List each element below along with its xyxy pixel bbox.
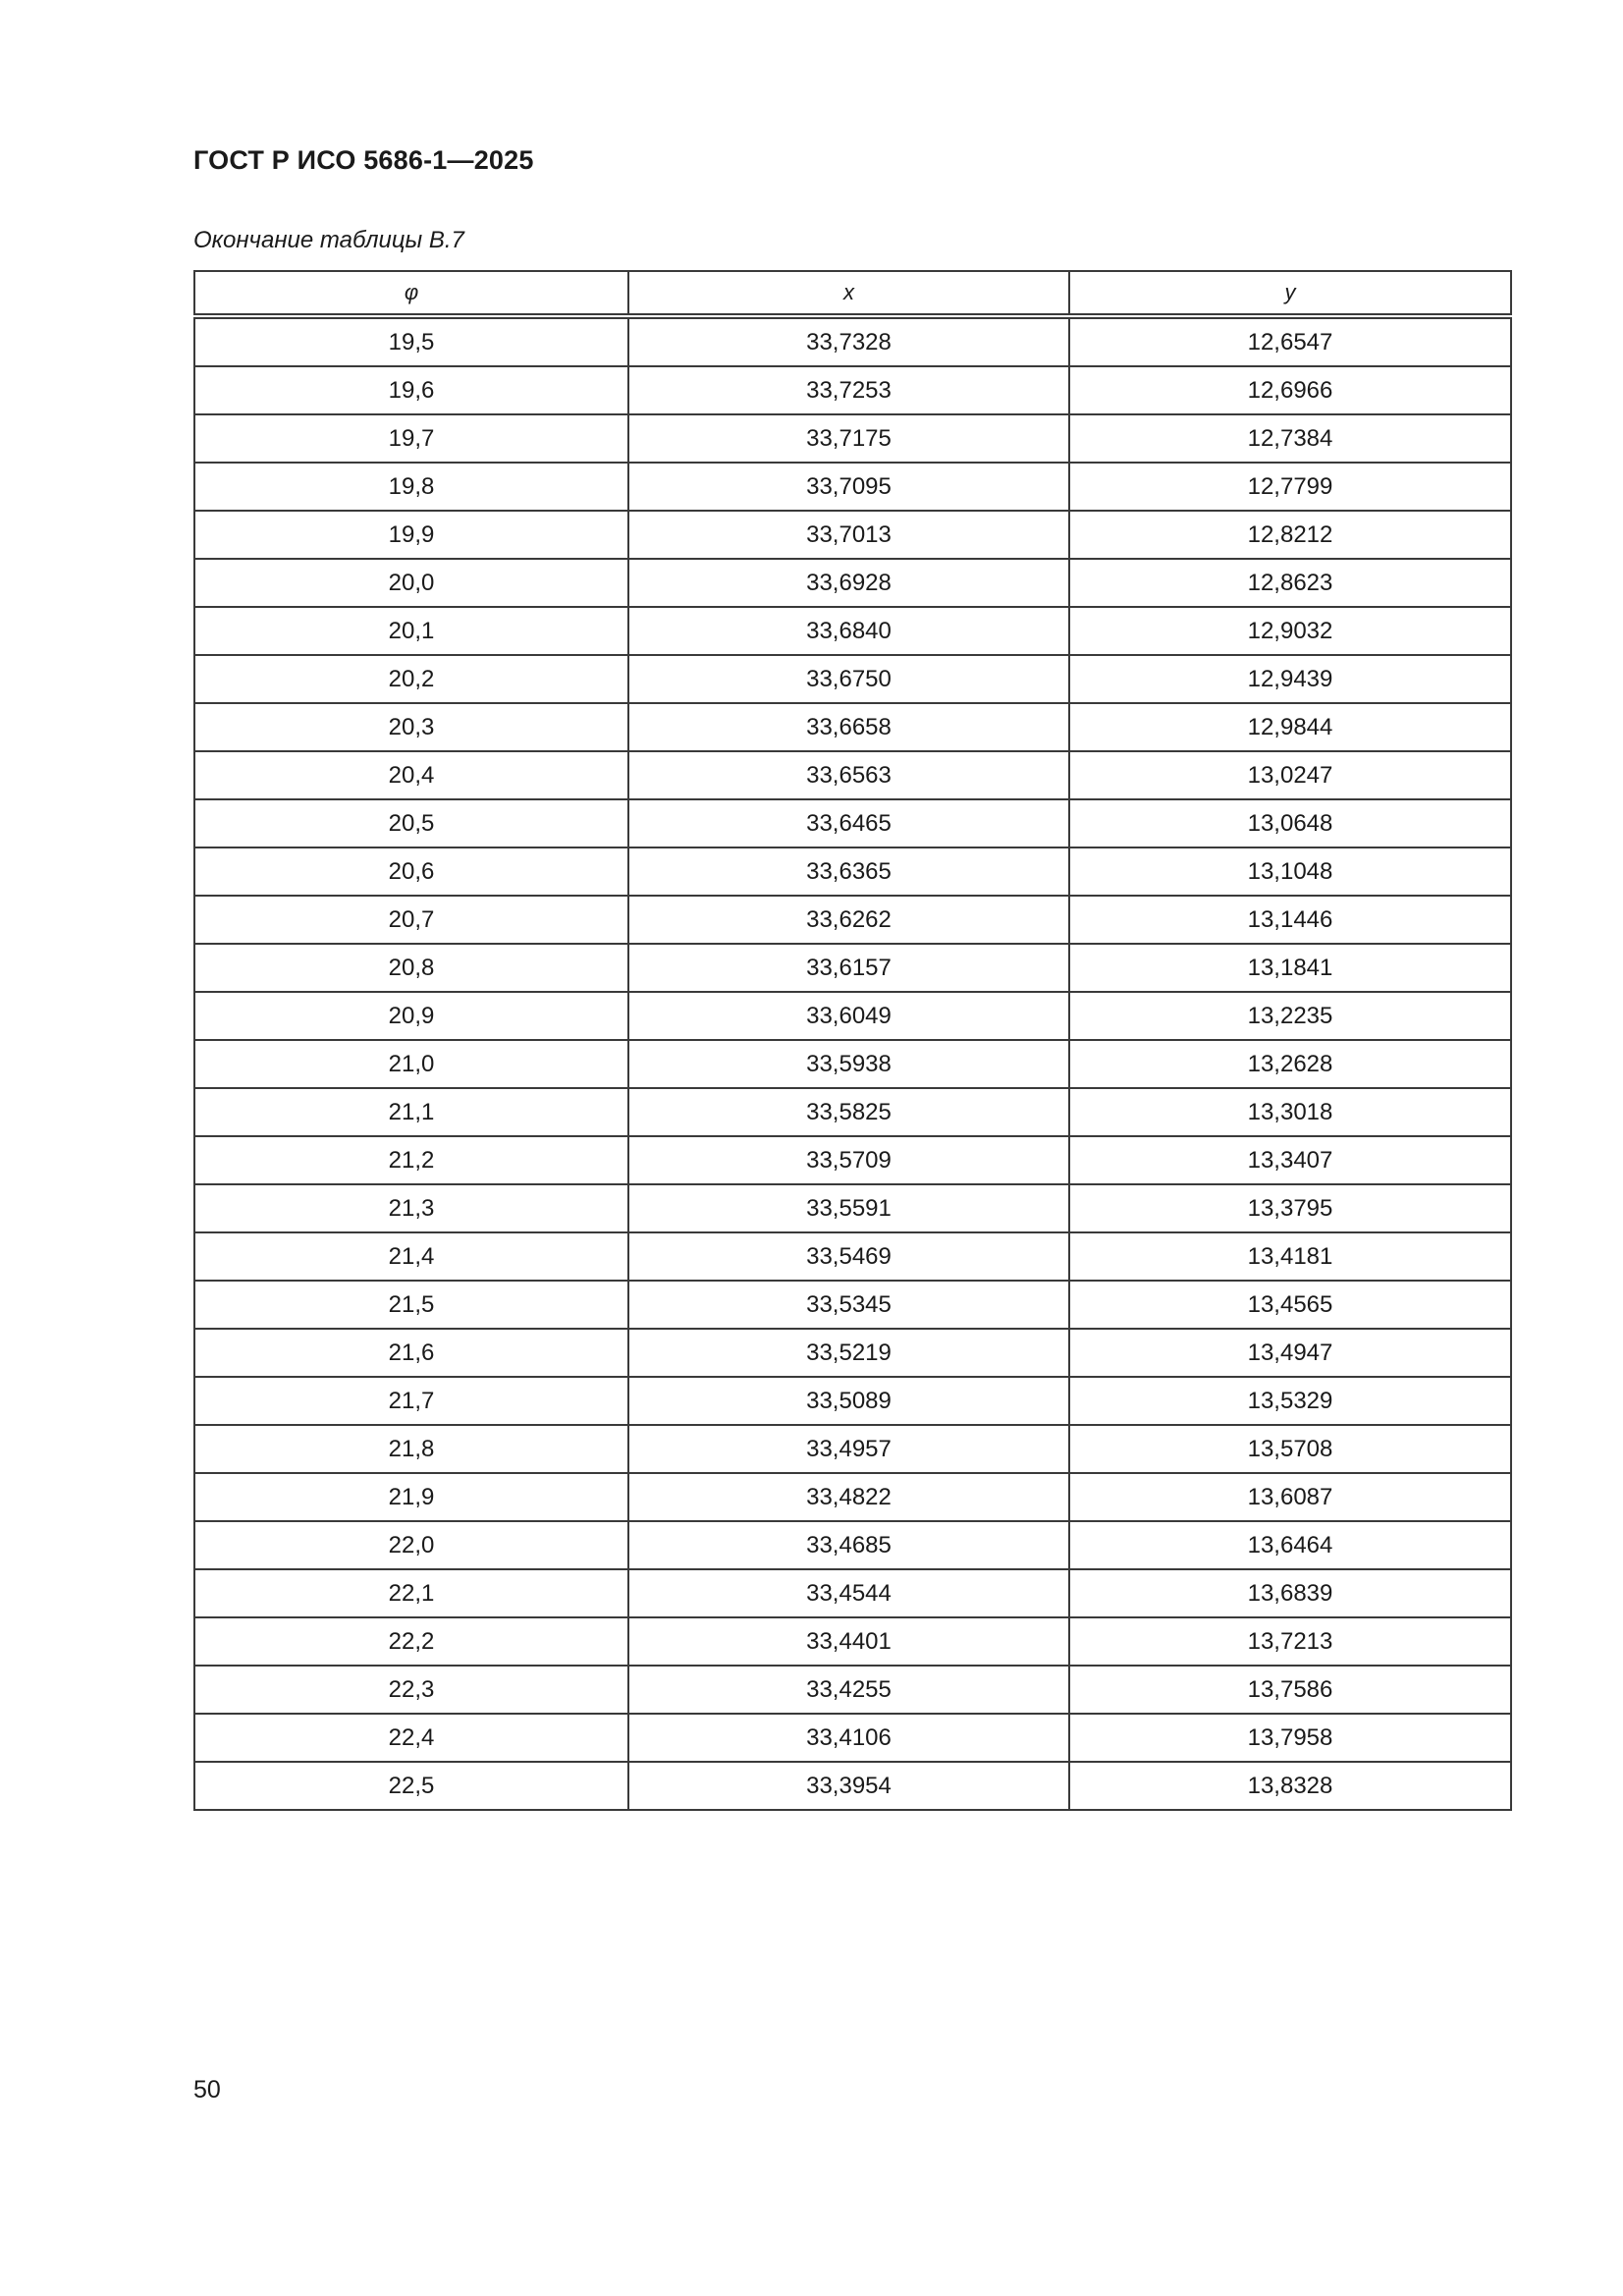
cell-y: 13,6839 (1069, 1569, 1511, 1617)
cell-phi: 19,5 (194, 316, 628, 366)
cell-phi: 19,7 (194, 414, 628, 463)
table-row (194, 511, 1511, 559)
cell-y: 13,7213 (1069, 1617, 1511, 1666)
cell-x: 33,6928 (628, 559, 1069, 607)
cell-phi: 19,6 (194, 366, 628, 414)
column-header-phi: φ (194, 271, 628, 316)
cell-y: 13,1446 (1069, 896, 1511, 944)
table-row (194, 1714, 1511, 1762)
cell-phi: 21,6 (194, 1329, 628, 1377)
cell-phi: 21,1 (194, 1088, 628, 1136)
cell-x: 33,3954 (628, 1762, 1069, 1810)
cell-phi: 21,3 (194, 1184, 628, 1232)
cell-y: 13,1841 (1069, 944, 1511, 992)
document-title: ГОСТ Р ИСО 5686-1—2025 (193, 145, 534, 175)
cell-y: 12,8212 (1069, 511, 1511, 559)
cell-phi: 21,8 (194, 1425, 628, 1473)
cell-x: 33,5345 (628, 1281, 1069, 1329)
cell-y: 13,0247 (1069, 751, 1511, 799)
table-row (194, 1184, 1511, 1232)
cell-phi: 21,7 (194, 1377, 628, 1425)
table-body (194, 316, 1511, 1810)
column-header-x: x (628, 271, 1069, 316)
cell-x: 33,5089 (628, 1377, 1069, 1425)
cell-x: 33,7175 (628, 414, 1069, 463)
data-table (193, 270, 1512, 1811)
table-row (194, 1040, 1511, 1088)
cell-x: 33,6658 (628, 703, 1069, 751)
table-row (194, 1281, 1511, 1329)
table-row (194, 944, 1511, 992)
cell-x: 33,5591 (628, 1184, 1069, 1232)
cell-y: 12,9439 (1069, 655, 1511, 703)
page-number: 50 (193, 2076, 221, 2104)
cell-y: 12,7384 (1069, 414, 1511, 463)
table-row (194, 896, 1511, 944)
cell-x: 33,4106 (628, 1714, 1069, 1762)
table-row (194, 1088, 1511, 1136)
cell-y: 13,4565 (1069, 1281, 1511, 1329)
cell-x: 33,5709 (628, 1136, 1069, 1184)
cell-phi: 21,4 (194, 1232, 628, 1281)
cell-x: 33,5219 (628, 1329, 1069, 1377)
cell-x: 33,6262 (628, 896, 1069, 944)
table-row (194, 559, 1511, 607)
cell-phi: 20,0 (194, 559, 628, 607)
cell-y: 13,7958 (1069, 1714, 1511, 1762)
table-row (194, 414, 1511, 463)
table-row (194, 1473, 1511, 1521)
table-row (194, 607, 1511, 655)
cell-y: 12,7799 (1069, 463, 1511, 511)
cell-y: 13,0648 (1069, 799, 1511, 847)
cell-phi: 22,3 (194, 1666, 628, 1714)
cell-y: 13,4947 (1069, 1329, 1511, 1377)
cell-y: 13,3795 (1069, 1184, 1511, 1232)
cell-y: 13,8328 (1069, 1762, 1511, 1810)
cell-y: 12,8623 (1069, 559, 1511, 607)
table-row (194, 1762, 1511, 1810)
cell-phi: 21,5 (194, 1281, 628, 1329)
cell-y: 13,3407 (1069, 1136, 1511, 1184)
cell-phi: 20,7 (194, 896, 628, 944)
cell-x: 33,5938 (628, 1040, 1069, 1088)
table-row (194, 1666, 1511, 1714)
cell-phi: 20,2 (194, 655, 628, 703)
column-header-y: y (1069, 271, 1511, 316)
cell-y: 12,6547 (1069, 316, 1511, 366)
cell-phi: 20,8 (194, 944, 628, 992)
cell-phi: 22,2 (194, 1617, 628, 1666)
table-row (194, 703, 1511, 751)
cell-y: 13,5708 (1069, 1425, 1511, 1473)
cell-x: 33,7013 (628, 511, 1069, 559)
table-header (194, 271, 1511, 316)
table-row (194, 463, 1511, 511)
cell-x: 33,4685 (628, 1521, 1069, 1569)
cell-x: 33,6465 (628, 799, 1069, 847)
cell-y: 13,2628 (1069, 1040, 1511, 1088)
cell-phi: 19,9 (194, 511, 628, 559)
cell-phi: 20,6 (194, 847, 628, 896)
cell-phi: 20,5 (194, 799, 628, 847)
cell-y: 13,7586 (1069, 1666, 1511, 1714)
cell-phi: 20,1 (194, 607, 628, 655)
table-row (194, 655, 1511, 703)
table-row (194, 316, 1511, 366)
table-row (194, 1569, 1511, 1617)
cell-y: 13,3018 (1069, 1088, 1511, 1136)
cell-phi: 22,1 (194, 1569, 628, 1617)
table-row (194, 1617, 1511, 1666)
cell-phi: 21,9 (194, 1473, 628, 1521)
cell-x: 33,6365 (628, 847, 1069, 896)
cell-x: 33,7253 (628, 366, 1069, 414)
cell-phi: 22,4 (194, 1714, 628, 1762)
cell-x: 33,4401 (628, 1617, 1069, 1666)
table-row (194, 1329, 1511, 1377)
cell-y: 13,4181 (1069, 1232, 1511, 1281)
table-caption: Окончание таблицы В.7 (193, 227, 464, 253)
table-row (194, 1232, 1511, 1281)
cell-x: 33,4822 (628, 1473, 1069, 1521)
cell-x: 33,6563 (628, 751, 1069, 799)
table-row (194, 1521, 1511, 1569)
cell-x: 33,7328 (628, 316, 1069, 366)
table-row (194, 751, 1511, 799)
cell-phi: 20,4 (194, 751, 628, 799)
cell-y: 13,1048 (1069, 847, 1511, 896)
cell-y: 12,6966 (1069, 366, 1511, 414)
table-row (194, 1136, 1511, 1184)
cell-x: 33,4957 (628, 1425, 1069, 1473)
table-row (194, 992, 1511, 1040)
table-row (194, 366, 1511, 414)
cell-x: 33,4255 (628, 1666, 1069, 1714)
cell-x: 33,6049 (628, 992, 1069, 1040)
cell-x: 33,7095 (628, 463, 1069, 511)
cell-x: 33,5469 (628, 1232, 1069, 1281)
cell-y: 13,6464 (1069, 1521, 1511, 1569)
cell-y: 12,9032 (1069, 607, 1511, 655)
table-row (194, 799, 1511, 847)
table-row (194, 1377, 1511, 1425)
cell-y: 13,2235 (1069, 992, 1511, 1040)
table-header-row (194, 271, 1511, 316)
cell-y: 13,5329 (1069, 1377, 1511, 1425)
cell-x: 33,5825 (628, 1088, 1069, 1136)
cell-phi: 22,5 (194, 1762, 628, 1810)
cell-phi: 20,9 (194, 992, 628, 1040)
cell-x: 33,6840 (628, 607, 1069, 655)
cell-y: 13,6087 (1069, 1473, 1511, 1521)
cell-x: 33,6750 (628, 655, 1069, 703)
cell-phi: 21,0 (194, 1040, 628, 1088)
cell-phi: 22,0 (194, 1521, 628, 1569)
cell-phi: 19,8 (194, 463, 628, 511)
cell-y: 12,9844 (1069, 703, 1511, 751)
table-row (194, 1425, 1511, 1473)
cell-x: 33,4544 (628, 1569, 1069, 1617)
cell-phi: 20,3 (194, 703, 628, 751)
table-row (194, 847, 1511, 896)
cell-phi: 21,2 (194, 1136, 628, 1184)
cell-x: 33,6157 (628, 944, 1069, 992)
